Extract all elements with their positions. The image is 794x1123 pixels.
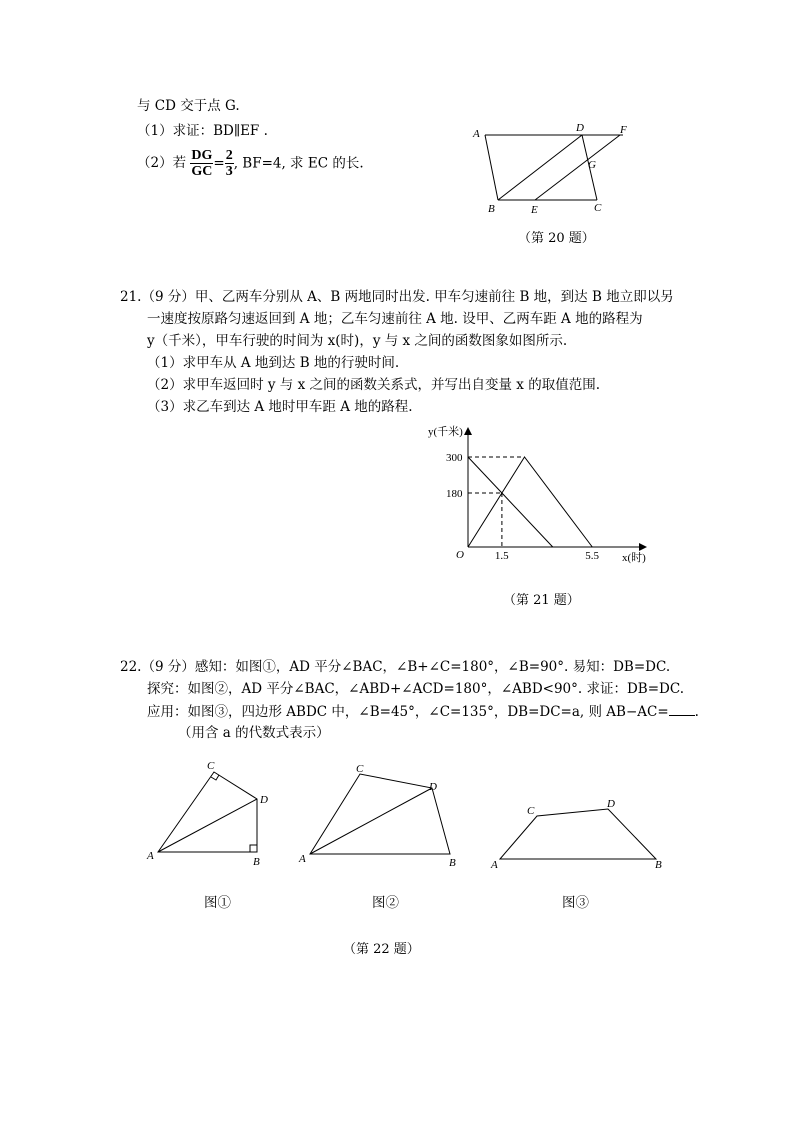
q22-line2: 探究：如图②，AD 平分∠BAC，∠ABD+∠ACD=180°，∠ABD<90°. 求证：DB=DC. xyxy=(147,681,684,697)
fig1-label-B: B xyxy=(253,856,260,868)
origin-label: O xyxy=(456,549,464,561)
q21-sub3: （3）求乙车到达 A 地时甲车距 A 地的路程. xyxy=(147,399,413,415)
y-tick-labels xyxy=(446,452,463,500)
q20-caption: （第 20 题） xyxy=(518,231,595,246)
fig1-caption: 图① xyxy=(204,895,231,911)
line-AB xyxy=(485,135,498,200)
q21-sub1: （1）求甲车从 A 地到达 B 地的行驶时间. xyxy=(147,355,400,371)
line-AD-fig2 xyxy=(310,788,432,854)
label-E: E xyxy=(531,204,538,216)
q22-line3-suffix: . xyxy=(694,704,699,720)
label-B: B xyxy=(488,203,495,215)
fig2-caption: 图② xyxy=(372,895,399,911)
q22-figure3 xyxy=(488,790,673,875)
quad-ACDB-fig3 xyxy=(500,809,656,859)
answer-blank[interactable] xyxy=(669,701,695,716)
q20-part1: （1）求证：BD∥EF . xyxy=(137,123,268,139)
series-line-1 xyxy=(468,457,553,547)
q20-figure-parallelogram xyxy=(465,118,640,218)
q22-figure2 xyxy=(290,755,470,870)
frac-numerator: DG xyxy=(191,148,213,163)
x-axis-label: x(时) xyxy=(622,552,646,564)
x-tick-label-1: 5.5 xyxy=(585,550,600,562)
fig3-label-C: C xyxy=(527,805,535,817)
fig1-label-D: D xyxy=(260,794,268,806)
q22-line3-prefix: 应用：如图③，四边形 ABDC 中，∠B=45°，∠C=135°，DB=DC=a, 则 AB−AC= xyxy=(147,704,669,720)
q21-line3: y（千米），甲车行驶的时间为 x(时)，y 与 x 之间的函数图象如图所示. xyxy=(147,333,568,349)
q22-line3 xyxy=(147,701,699,722)
fig1-label-A: A xyxy=(147,850,154,862)
line-EF xyxy=(535,135,620,200)
q21-line2: 一速度按原路匀速返回到 A 地；乙车匀速前往 A 地. 设甲、乙两车距 A 地的路程为 xyxy=(147,311,643,327)
q20-fraction-value xyxy=(225,148,234,179)
label-C: C xyxy=(594,202,602,214)
fig1-label-C: C xyxy=(207,760,215,772)
q22-line4: （用含 a 的代数式表示） xyxy=(178,725,330,741)
line-AD-fig1 xyxy=(158,799,257,852)
fig3-label-B: B xyxy=(655,859,662,871)
fig3-label-A: A xyxy=(491,859,498,871)
q20-fraction-dg-gc xyxy=(190,148,213,179)
right-angle-mark-B xyxy=(250,845,257,852)
fig2-label-A: A xyxy=(299,853,306,865)
line-BD xyxy=(498,135,582,200)
series-line-0 xyxy=(468,457,592,547)
q22-caption: （第 22 题） xyxy=(343,942,420,957)
fig2-label-C: C xyxy=(356,763,364,775)
q21-caption: （第 21 题） xyxy=(503,593,580,608)
quad-ACDB-fig1 xyxy=(158,772,257,852)
q21-sub2: （2）求甲车返回时 y 与 x 之间的函数关系式，并写出自变量 x 的取值范围. xyxy=(147,377,600,393)
x-tick-labels xyxy=(495,550,600,562)
x-tick-label-0: 1.5 xyxy=(494,550,509,562)
y-axis-label: y(千米) xyxy=(428,426,463,438)
q21-function-graph xyxy=(410,420,660,570)
y-tick-label-1: 180 xyxy=(446,488,463,500)
q20-continuation: 与 CD 交于点 G. xyxy=(137,98,240,114)
fig3-caption: 图③ xyxy=(562,895,589,911)
frac-value-numerator: 2 xyxy=(225,148,233,163)
q20-part2-prefix: （2）若 xyxy=(137,155,187,171)
fig2-label-D: D xyxy=(429,781,437,793)
fig3-label-D: D xyxy=(607,798,615,810)
frac-equals: = xyxy=(213,155,225,172)
chart-series xyxy=(468,457,592,547)
q22-figure1 xyxy=(140,755,270,870)
frac-value-denominator: 3 xyxy=(225,164,233,179)
label-D: D xyxy=(576,122,584,134)
label-G: G xyxy=(588,159,596,171)
label-A: A xyxy=(473,128,480,140)
y-tick-label-0: 300 xyxy=(446,452,463,464)
frac-denominator: GC xyxy=(191,164,213,179)
q22-line1: 22.（9 分）感知：如图①，AD 平分∠BAC，∠B+∠C=180°，∠B=90°. 易知：DB=DC. xyxy=(120,659,671,675)
right-angle-mark-C xyxy=(211,775,219,780)
q21-line1: 21.（9 分）甲、乙两车分别从 A、B 两地同时出发. 甲车匀速前往 B 地，到达 B 地立即以另 xyxy=(120,289,674,305)
q20-part2-suffix: , BF=4, 求 EC 的长. xyxy=(233,155,364,172)
label-F: F xyxy=(620,124,627,136)
fig2-label-B: B xyxy=(449,857,456,869)
q20-part2 xyxy=(137,148,364,179)
